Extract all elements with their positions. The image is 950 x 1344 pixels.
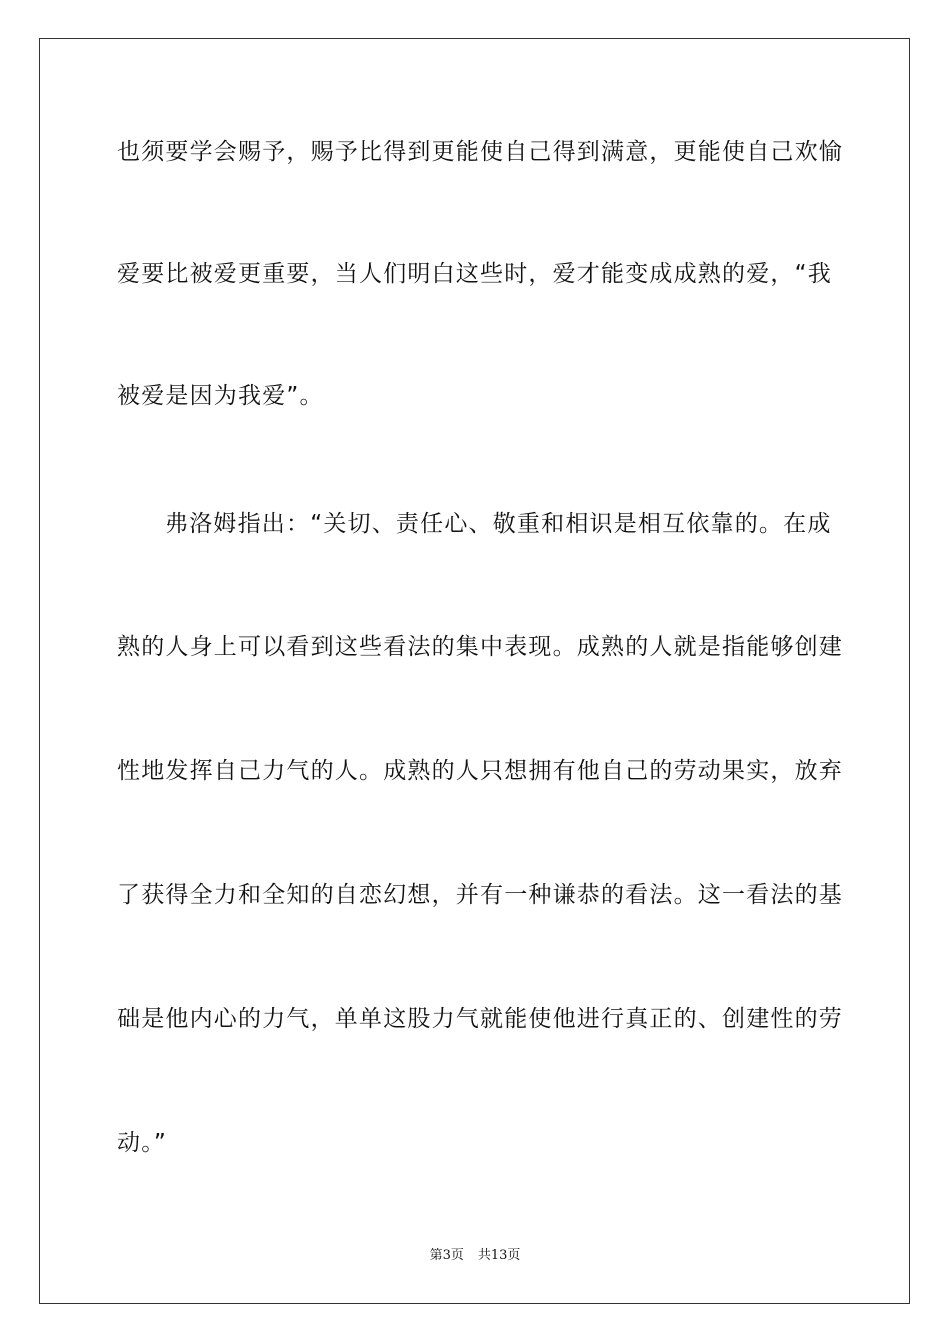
paragraph-line: 爱要比被爱更重要，当人们明白这些时，爱才能变成成熟的爱，“我: [117, 261, 832, 287]
paragraph-line: 了获得全力和全知的自恋幻想，并有一种谦恭的看法。这一看法的基: [117, 882, 843, 908]
paragraph-line: 被爱是因为我爱”。: [117, 383, 324, 409]
paragraph-line: 弗洛姆指出：“关切、责任心、敬重和相识是相互依靠的。在成: [165, 511, 832, 537]
paragraph-line: 动。”: [117, 1130, 168, 1156]
page-border: [39, 38, 910, 1304]
paragraph-line: 础是他内心的力气，单单这股力气就能使他进行真正的、创建性的劳: [117, 1006, 843, 1032]
page-number: 第3页: [429, 1248, 464, 1263]
page-total: 共13页: [477, 1248, 521, 1263]
page-footer: [0, 1247, 950, 1265]
paragraph-line: 性地发挥自己力气的人。成熟的人只想拥有他自己的劳动果实，放弃: [117, 758, 843, 784]
paragraph-line: 也须要学会赐予，赐予比得到更能使自己得到满意，更能使自己欢愉: [117, 139, 843, 165]
paragraph-line: 熟的人身上可以看到这些看法的集中表现。成熟的人就是指能够创建: [117, 634, 843, 660]
